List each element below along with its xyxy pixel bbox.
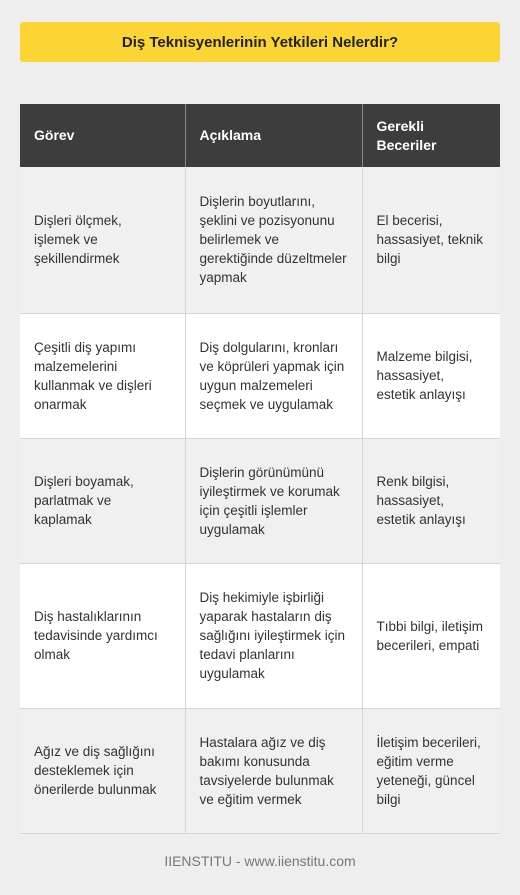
cell-beceriler: El becerisi, hassasiyet, teknik bilgi: [362, 167, 500, 313]
table-row: [20, 708, 500, 833]
table-row: [20, 313, 500, 438]
cell-gorev: Dişleri boyamak, parlatmak ve kaplamak: [20, 438, 185, 563]
page-title: Diş Teknisyenlerinin Yetkileri Nelerdir?: [20, 22, 500, 62]
footer-credit: IIENSTITU - www.iienstitu.com: [164, 853, 356, 869]
cell-aciklama: Hastalara ağız ve diş bakımı konusunda tavsiyelerde bulunmak ve eğitim vermek: [185, 708, 362, 833]
cell-gorev: Dişleri ölçmek, işlemek ve şekillendirmek: [20, 167, 185, 313]
cell-beceriler: Tıbbi bilgi, iletişim becerileri, empati: [362, 563, 500, 708]
cell-aciklama: Diş hekimiyle işbirliği yaparak hastaların diş sağlığını iyileştirmek için tedavi planlarını uygulamak: [185, 563, 362, 708]
cell-aciklama: Diş dolgularını, kronları ve köprüleri yapmak için uygun malzemeleri seçmek ve uygulamak: [185, 313, 362, 438]
cell-gorev: Diş hastalıklarının tedavisinde yardımcı olmak: [20, 563, 185, 708]
cell-aciklama: Dişlerin boyutlarını, şeklini ve pozisyonunu belirlemek ve gerektiğinde düzeltmeler yapmak: [185, 167, 362, 313]
cell-aciklama: Dişlerin görünümünü iyileştirmek ve korumak için çeşitli işlemler uygulamak: [185, 438, 362, 563]
cell-gorev: Çeşitli diş yapımı malzemelerini kullanmak ve dişleri onarmak: [20, 313, 185, 438]
cell-beceriler: İletişim becerileri, eğitim verme yeteneği, güncel bilgi: [362, 708, 500, 833]
header-gerekli-beceriler: Gerekli Beceriler: [362, 104, 500, 167]
table-row: [20, 563, 500, 708]
skills-table: [20, 104, 500, 834]
header-aciklama: Açıklama: [185, 104, 362, 167]
cell-gorev: Ağız ve diş sağlığını desteklemek için önerilerde bulunmak: [20, 708, 185, 833]
cell-beceriler: Renk bilgisi, hassasiyet, estetik anlayışı: [362, 438, 500, 563]
cell-beceriler: Malzeme bilgisi, hassasiyet, estetik anlayışı: [362, 313, 500, 438]
header-gorev: Görev: [20, 104, 185, 167]
table-header-row: [20, 104, 500, 167]
table-row: [20, 167, 500, 313]
table-row: [20, 438, 500, 563]
